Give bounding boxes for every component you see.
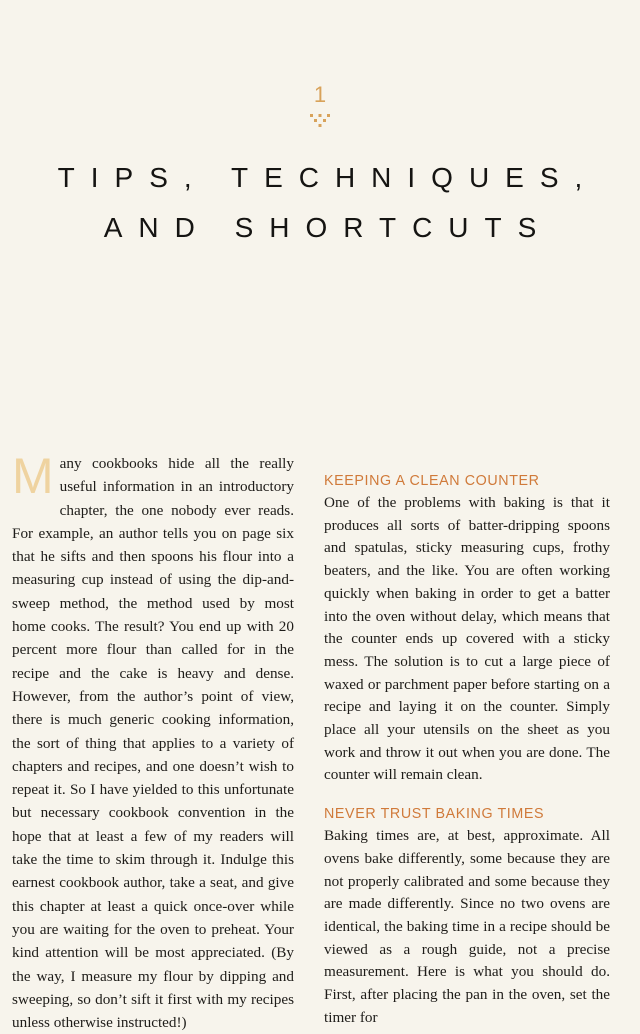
intro-paragraph [12,448,294,1034]
drop-cap: M [12,448,54,504]
chapter-title-line-2: AND SHORTCUTS [103,212,553,243]
intro-text: any cookbooks hide all the really useful information in an introductory chapter, the one nobody ever reads. For example, an author tells you on page six that he sifts and then spoons his flour into a measuring cup instead of using the dip-and-sweep method, the method used by most home cooks. The result? You end up with 20 percent more flour than called for in the recipe and the cake is heavy and dense. However, from the author’s point of view, there is much generic cooking information, the sort of thing that applies to a variety of chapters and recipes, and one doesn’t wish to repeat it. So I have yielded to this unfortunate but necessary cookbook convention in the hope that at least a few of my readers will take the time to skim through it. Indulge this earnest cookbook author, take a seat, and give this chapter at least a quick once-over while you are waiting for the oven to preheat. Your kind attention will be most appreciated. (By the way, I measure my flour by dipping and sweeping, so don’t sift it first with my recipes unless otherwise instructed!) [12,455,294,1032]
chapter-number: 1 [313,82,327,107]
tips-column [324,470,610,1029]
section-heading-clean-counter: KEEPING A CLEAN COUNTER [324,473,540,489]
chapter-title-line-1: TIPS, TECHNIQUES, [57,162,599,193]
section-body-baking-times: Baking times are, at best, approximate. All ovens bake differently, some because they are not properly calibrated and some because they are made differently. Since no two ovens are identical, the baking time in a recipe should be viewed as a rough guide, not a precise measurement. Here is what you should do. First, after placing the pan in the oven, set the timer for [324,827,610,1026]
section-heading-baking-times: NEVER TRUST BAKING TIMES [324,806,545,823]
intro-column [12,448,294,1034]
section-body-clean-counter: One of the problems with baking is that it produces all sorts of batter-dripping spoons and spatulas, sticky measuring cups, frothy beaters, and the like. You are often working quickly when baking in order to get a batter into the oven without delay, which means that the counter ends up covered with a sticky mess. The solution is to cut a large piece of waxed or parchment paper before starting on a recipe and laying it on the counter. Simply place all your utensils on the sheet as you work and throw it out when you are done. The counter will remain clean. [324,494,610,784]
ornament-dots-icon [296,112,344,132]
